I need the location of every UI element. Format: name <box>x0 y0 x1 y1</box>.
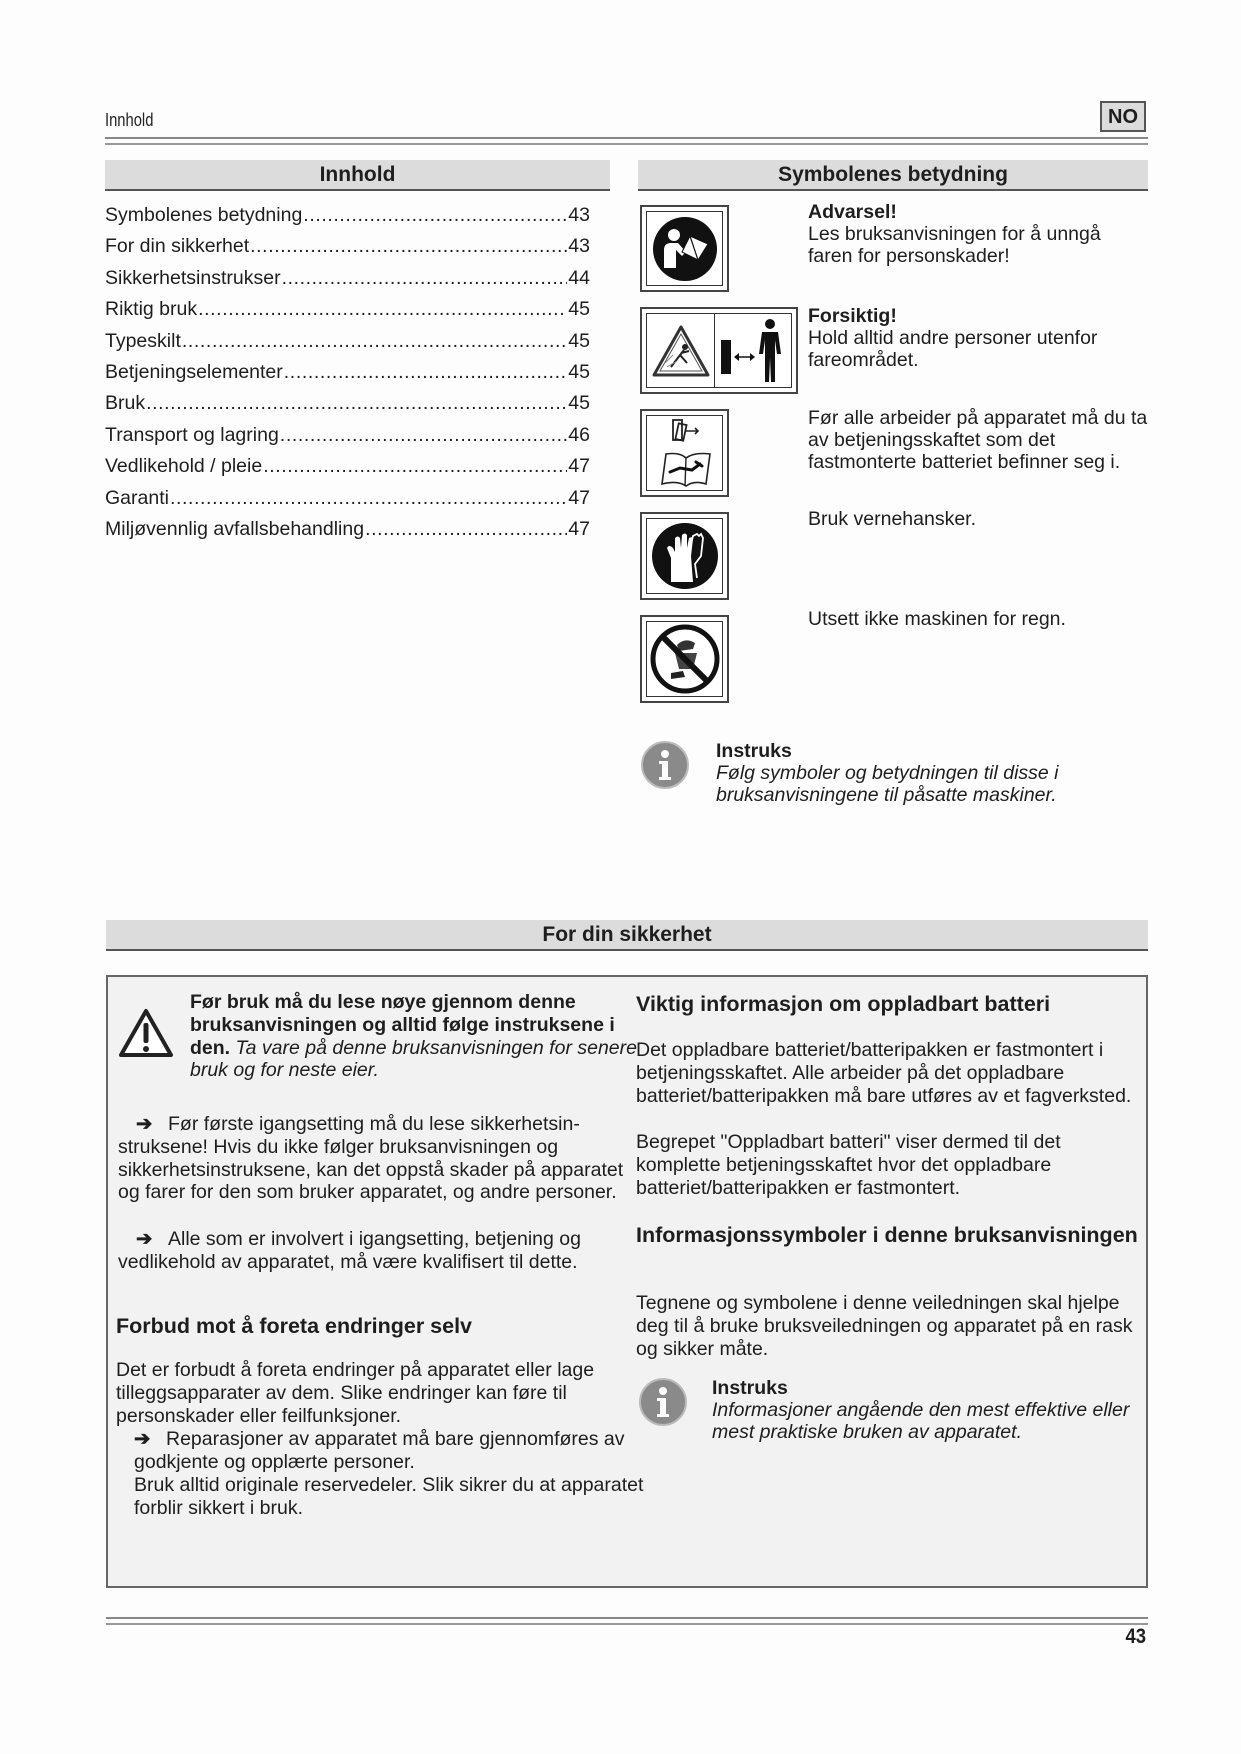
info-icon <box>640 740 690 790</box>
toc-leader-dots <box>263 451 567 482</box>
toc-entry[interactable] <box>105 483 590 514</box>
symbol-text: Utsett ikke maskinen for regn. <box>808 608 1066 630</box>
toc-entry[interactable] <box>105 388 590 419</box>
symbol-text: Før alle arbeider på apparatet må du ta av betjeningsskaftet som det fastmonterte batteriet befinner seg i. <box>808 407 1148 473</box>
symbol-text: Hold alltid andre personer utenfor fareområdet. <box>808 327 1098 371</box>
keep-distance-icon <box>715 316 791 386</box>
toc-entry[interactable] <box>105 200 590 231</box>
safety-section-title: For din sikkerhet <box>106 920 1148 951</box>
info-symbols-note <box>712 1377 1142 1443</box>
toc-leader-dots <box>170 483 567 514</box>
toc-entry-label: Sikkerhetsinstrukser <box>105 266 281 289</box>
page-number: 43 <box>1125 1625 1146 1648</box>
toc-leader-dots <box>198 294 567 325</box>
symbol-description <box>808 305 1148 371</box>
toc-entry-label: Vedlikehold / pleie <box>105 455 263 478</box>
symbols-section-title: Symbolenes betydning <box>638 160 1148 191</box>
toc-entry-page: 45 <box>568 392 590 415</box>
toc-entry-page: 45 <box>568 329 590 352</box>
toc-entry[interactable] <box>105 514 590 545</box>
symbol-description <box>808 608 1148 630</box>
toc-entry-page: 47 <box>568 455 590 478</box>
battery-text-2: Begrepet "Oppladbart batteri" viser dermed til det komplette betjeningsskaftet hvor det oppladbare batteriet/batteripakken er fastmontert. <box>636 1131 1061 1199</box>
warning-italic-text: Ta vare på denne bruksanvisningen for senere bruk og for neste eier. <box>190 1036 637 1082</box>
symbol-title: Advarsel! <box>808 201 897 223</box>
toc-leader-dots <box>250 231 567 262</box>
note-text: Informasjoner angående den mest effektive eller mest praktiske bruken av apparatet. <box>712 1399 1130 1443</box>
symbol-box-remove-battery-shaft <box>640 409 729 497</box>
ejection-hazard-icon <box>651 323 711 379</box>
toc-entry[interactable] <box>105 326 590 357</box>
safety-bullet <box>118 1113 648 1204</box>
toc-entry-page: 46 <box>568 423 590 446</box>
toc-entry[interactable] <box>105 231 590 262</box>
toc-leader-dots <box>365 514 567 545</box>
info-symbols-heading: Informasjonssymboler i denne bruksanvisningen <box>636 1223 1138 1247</box>
toc-entry-label: Betjeningselementer <box>105 360 283 383</box>
symbol-box-keep-distance <box>640 307 798 394</box>
note-text: Følg symboler og betydningen til disse i bruksanvisningene til påsatte maskiner. <box>716 762 1059 806</box>
toc-leader-dots <box>146 388 567 419</box>
info-symbols-text: Tegnene og symbolene i denne veiledningen skal hjelpe deg til å bruke bruksveiledningen og apparatet på en rask og sikker måte. <box>636 1292 1133 1360</box>
toc-entry-label: Typeskilt <box>105 329 181 352</box>
arrow-icon: ➔ <box>134 1428 151 1450</box>
symbol-description <box>808 508 1148 530</box>
symbol-text: Les bruksanvisningen for å unngå faren for personskader! <box>808 223 1101 267</box>
toc-entry-label: For din sikkerhet <box>105 235 250 258</box>
warning-statement <box>190 991 650 1082</box>
note-title: Instruks <box>712 1377 788 1399</box>
battery-text-1: Det oppladbare batteriet/batteripakken er fastmontert i betjeningsskaftet. Alle arbeider på det oppladbare batteriet/batteripakken må bare utføres av et fagverksted. <box>636 1039 1132 1107</box>
header-rule <box>105 137 1148 145</box>
toc-entry[interactable] <box>105 294 590 325</box>
toc-entry[interactable] <box>105 451 590 482</box>
warning-bold-text: Før bruk må du lese nøye gjennom denne bruksanvisningen og alltid følge instruksene i den. <box>190 991 615 1059</box>
symbol-description <box>808 407 1148 473</box>
running-header-title: Innhold <box>105 110 154 130</box>
remove-battery-shaft-icon <box>650 416 720 490</box>
toc-entry-label: Garanti <box>105 486 169 509</box>
toc-entry-label: Miljøvennlig avfallsbehandling <box>105 517 365 540</box>
toc-entry-page: 43 <box>568 235 590 258</box>
safety-box <box>106 975 1148 1588</box>
toc-entry-label: Symbolenes betydning <box>105 204 303 226</box>
symbol-description <box>808 201 1148 267</box>
safety-bullet <box>118 1228 648 1274</box>
toc-section-title: Innhold <box>105 160 610 191</box>
toc-entry-page: 44 <box>568 266 590 289</box>
toc-entry-label: Riktig bruk <box>105 298 198 321</box>
symbol-box-wear-gloves <box>640 512 729 600</box>
toc-entry-label: Transport og lagring <box>105 423 279 446</box>
note-title: Instruks <box>716 740 792 762</box>
bullet-text: Alle som er involvert i igangsetting, betjening og vedlikehold av apparatet, må være kvalifisert til dette. <box>118 1228 581 1273</box>
modifications-followup: Bruk alltid originale reservedeler. Slik sikrer du at apparatet forblir sikkert i bruk. <box>134 1474 644 1519</box>
symbols-note <box>716 740 1146 806</box>
battery-heading: Viktig informasjon om oppladbart batteri <box>636 992 1051 1016</box>
toc-entry[interactable] <box>105 357 590 388</box>
modifications-heading: Forbud mot å foreta endringer selv <box>116 1314 472 1338</box>
toc-entry-page: 47 <box>568 486 590 509</box>
toc-entry-page: 45 <box>568 298 590 321</box>
arrow-icon: ➔ <box>136 1228 153 1250</box>
table-of-contents <box>105 200 590 545</box>
toc-leader-dots <box>282 263 568 294</box>
toc-entry[interactable] <box>105 420 590 451</box>
bullet-text: Reparasjoner av apparatet må bare gjennomføres av godkjente og opplærte personer. <box>134 1428 625 1473</box>
toc-entry-label: Bruk <box>105 392 146 415</box>
symbol-box-no-rain <box>640 615 729 703</box>
toc-leader-dots <box>280 420 568 451</box>
symbol-text: Bruk vernehansker. <box>808 508 977 530</box>
symbol-title: Forsiktig! <box>808 305 897 327</box>
toc-leader-dots <box>182 326 567 357</box>
language-badge: NO <box>1100 101 1146 132</box>
arrow-icon: ➔ <box>136 1113 153 1135</box>
toc-entry-page: 45 <box>568 360 590 383</box>
symbol-box-read-manual <box>640 205 729 292</box>
footer-rule <box>106 1617 1148 1625</box>
info-icon <box>638 1377 688 1427</box>
toc-leader-dots <box>284 357 568 388</box>
read-manual-icon <box>652 216 718 282</box>
toc-entry-page: 43 <box>568 204 590 226</box>
modifications-bullet <box>134 1428 644 1474</box>
bullet-text: Før første igangsetting må du lese sikkerhetsinstruksene! Hvis du ikke følger bruksanvisningen og sikkerhetsinstruksene, kan det oppstå skader på apparatet og farer for den som bruker apparatet, og andre personer. <box>118 1113 624 1204</box>
toc-leader-dots <box>303 200 567 231</box>
toc-entry[interactable] <box>105 263 590 294</box>
toc-entry-page: 47 <box>568 517 590 540</box>
modifications-text: Det er forbudt å foreta endringer på apparatet eller lage tilleggsapparater av dem. Slike endringer kan føre til personskader eller feilfunksjoner. <box>116 1359 595 1427</box>
warning-triangle-icon <box>118 1007 174 1059</box>
wear-gloves-icon <box>651 522 719 590</box>
no-rain-icon <box>649 623 721 695</box>
